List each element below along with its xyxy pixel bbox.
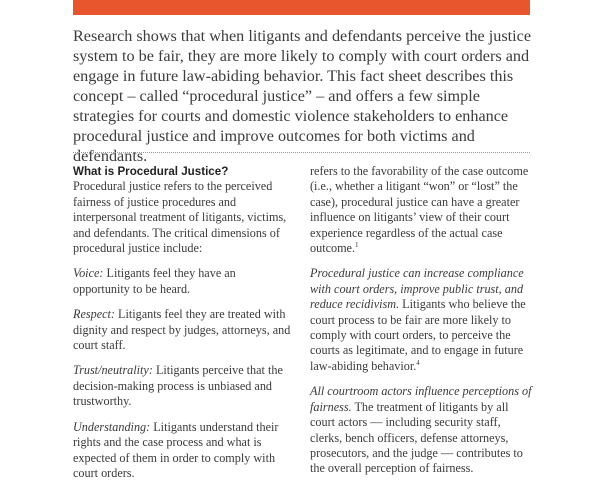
actors-text: The treatment of litigants by all court actors — including security staff, clerks, bench officers, defense attorneys, prosecutors, and the judge — contributes to the overall perception of fairness. xyxy=(310,399,523,476)
left-column xyxy=(73,164,295,481)
continuation-text: refers to the favorability of the case outcome (i.e., whether a litigant “won” or “lost” the case), procedural justice can have a greater influence on litigants’ view of their court experience regardless of the actual case outcome. xyxy=(310,164,529,256)
dimension-term: Understanding: xyxy=(73,419,151,434)
dimension-trust xyxy=(73,363,295,409)
footnote-marker: 1 xyxy=(355,240,359,249)
dimension-term: Respect: xyxy=(73,307,115,322)
actors-paragraph xyxy=(310,384,532,476)
footnote-marker: 4 xyxy=(416,358,420,367)
dimension-respect xyxy=(73,307,295,353)
dimension-term: Trust/neutrality: xyxy=(73,363,153,378)
dimension-voice xyxy=(73,266,295,297)
compliance-lead: Procedural justice can increase compliance with court orders, improve public trust, and reduce recidivism. xyxy=(310,266,524,312)
dimension-understanding xyxy=(73,420,295,481)
section-heading: What is Procedural Justice? xyxy=(73,165,229,178)
dimension-text: Litigants feel they are treated with dignity and respect by judges, attorneys, and court staff. xyxy=(73,307,291,353)
intro-paragraph: Research shows that when litigants and defendants perceive the justice system to be fair, they are more likely to comply with court orders and engage in future law-abiding behavior. This fact sheet describes this concept – called “procedural justice” – and offers a few simple strategies for courts and domestic violence stakeholders to enhance procedural justice and improve outcomes for both victims and defendants. xyxy=(73,27,532,165)
dimension-text: Litigants feel they have an opportunity to be heard. xyxy=(73,266,236,296)
accent-bar xyxy=(73,0,530,15)
section-divider xyxy=(73,152,530,153)
actors-lead: All courtroom actors influence perceptions of fairness. xyxy=(310,384,532,414)
compliance-paragraph xyxy=(310,266,532,374)
dimension-term: Voice: xyxy=(73,266,104,281)
definition-paragraph: Procedural justice refers to the perceived fairness of justice procedures and interpersonal treatment of litigants, victims, and defendants. The critical dimensions of procedural justice include: xyxy=(73,179,287,256)
right-column xyxy=(310,164,532,477)
dimension-text: Litigants perceive that the decision-making process is unbiased and trustworthy. xyxy=(73,363,283,409)
dimension-text: Litigants understand their rights and the case process and what is expected of them in order to comply with court orders. xyxy=(73,419,279,480)
continuation-paragraph xyxy=(310,164,532,256)
compliance-text: Litigants who believe the court process to be fair are more likely to comply with court orders, to perceive the courts as legitimate, and to engage in future law-abiding behavior. xyxy=(310,297,526,373)
